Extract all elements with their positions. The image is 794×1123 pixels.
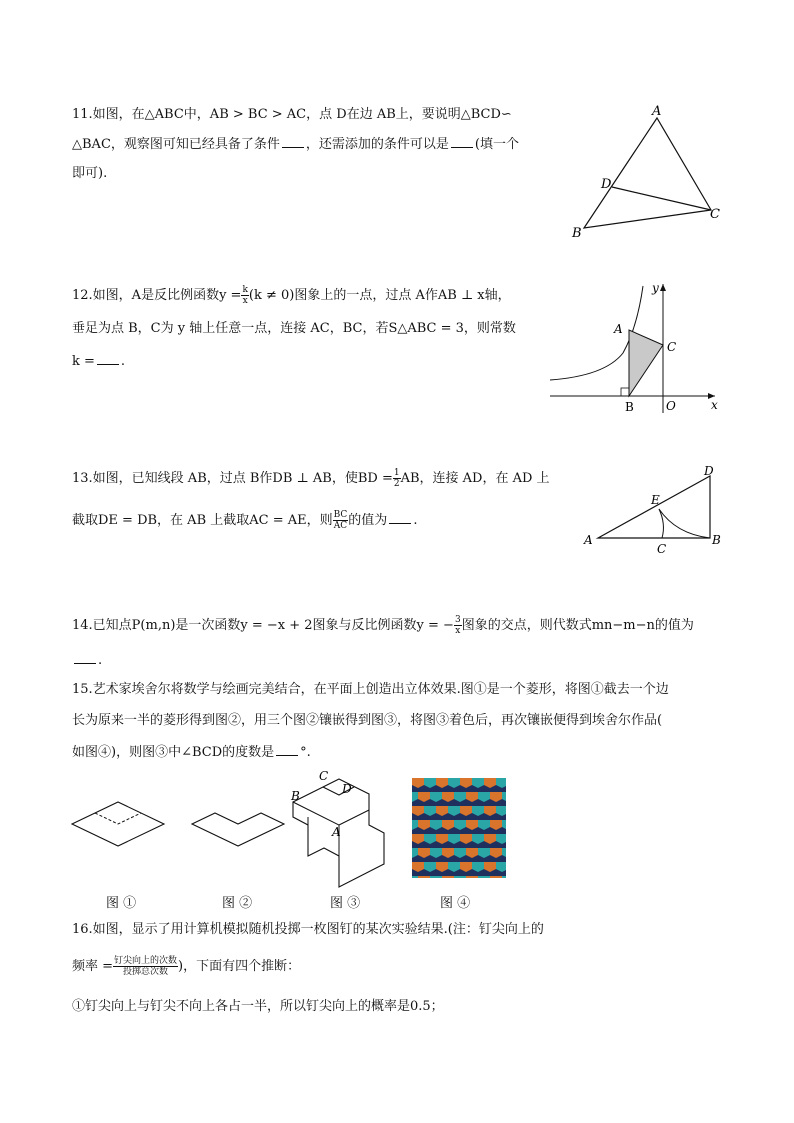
q16-line2a: 频率 = — [72, 959, 114, 974]
q16-line1: 16.如图，显示了用计算机模拟随机投掷一枚图钉的某次实验结果.(注：钉尖向上的 — [72, 922, 544, 937]
q11-line2c: (填一个 — [474, 137, 519, 152]
q15-line3b: °. — [300, 745, 311, 760]
q13-line2a: 截取DE = DB，在 AB 上截取AC = AE，则 — [72, 513, 333, 528]
q13-triangle-figure — [578, 462, 728, 562]
q11-line2b: ，还需添加的条件可以是 — [305, 137, 449, 152]
triangle-abc-shaded — [629, 330, 663, 396]
label-b: B — [291, 789, 300, 803]
label-d: D — [704, 464, 714, 478]
label-d: D — [601, 177, 612, 192]
fig2-chevron — [190, 798, 290, 858]
q14-line1 — [72, 615, 694, 636]
q15-line1: 15.艺术家埃舍尔将数学与绘画完美结合，在平面上创造出立体效果.图①是一个菱形，将图①截去一个边 — [72, 682, 669, 697]
q12-line1 — [72, 285, 511, 306]
answer-blank[interactable] — [276, 743, 298, 756]
label-b: B — [712, 533, 721, 547]
q11-line3: 即可). — [72, 166, 108, 181]
label-y: y — [652, 281, 659, 295]
q12-hyperbola-figure — [545, 278, 725, 418]
denominator: x — [242, 296, 248, 306]
inner-edge-right — [339, 810, 369, 825]
q13-line1a: 13.如图，已知线段 AB，过点 B作DB ⊥ AB，使BD = — [72, 471, 393, 486]
answer-blank[interactable] — [74, 651, 96, 664]
denominator: 2 — [393, 479, 400, 489]
q11-line2a: △BAC，观察图可知已经具备了条件 — [72, 137, 280, 152]
label-o: O — [666, 399, 676, 413]
label-a: A — [332, 825, 341, 839]
numerator: k — [242, 285, 248, 295]
q13-line2b: 的值为 — [348, 513, 388, 528]
denominator: x — [455, 626, 461, 636]
q14-line2 — [72, 651, 102, 670]
caption-fig4: 图 ④ — [440, 896, 471, 911]
q13-line2c: . — [413, 513, 418, 528]
label-c: C — [657, 542, 667, 556]
q12-line2: 垂足为点 B，C为 y 轴上任意一点，连接 AC，BC，若S△ABC = 3，则常数 — [72, 321, 516, 336]
label-e: E — [651, 493, 660, 507]
numerator: 钉尖向上的次数 — [114, 956, 178, 966]
label-c: C — [319, 769, 329, 783]
q12-line3 — [72, 352, 125, 371]
right-angle-mark — [621, 388, 629, 396]
answer-blank[interactable] — [282, 135, 304, 148]
caption-fig3: 图 ③ — [330, 896, 361, 911]
label-a: A — [652, 104, 662, 119]
fraction — [113, 956, 178, 977]
fraction — [241, 285, 248, 306]
q13-line1 — [72, 468, 550, 489]
q16-line3: ①钉尖向上与钉尖不向上各占一半，所以钉尖向上的概率是0.5； — [72, 999, 444, 1014]
q14-line1b: 图象的交点，则代数式mn−m−n的值为 — [461, 618, 694, 633]
label-x: x — [711, 398, 718, 412]
label-a: A — [614, 322, 623, 336]
fraction — [333, 510, 349, 531]
q11-line2 — [72, 135, 519, 154]
q11-line1: 11.如图，在△ABC中，AB > BC > AC，点 D在边 AB上，要说明△BCD∽ — [72, 107, 512, 122]
numerator: BC — [333, 510, 348, 520]
q16-line2b: )，下面有四个推断： — [178, 959, 301, 974]
y-axis-arrow — [660, 284, 666, 291]
label-c: C — [710, 207, 720, 222]
label-d: D — [342, 782, 352, 796]
q12-line3a: k = — [72, 354, 95, 369]
numerator: 1 — [393, 468, 400, 478]
answer-blank[interactable] — [97, 352, 119, 365]
answer-blank[interactable] — [389, 511, 411, 524]
q15-line3 — [72, 743, 311, 762]
answer-blank[interactable] — [451, 135, 473, 148]
caption-fig1: 图 ① — [106, 896, 137, 911]
q12-line1b: (k ≠ 0)图象上的一点，过点 A作AB ⊥ x轴， — [248, 288, 511, 303]
denominator: AC — [333, 521, 348, 531]
escher-artwork — [412, 778, 506, 878]
q15-line2: 长为原来一半的菱形得到图②，用三个图②镶嵌得到图③，将图③着色后，再次镶嵌便得到埃舍尔作品( — [72, 713, 663, 728]
label-b: B — [572, 226, 582, 241]
chevron-shape — [192, 813, 284, 846]
denominator: 投掷总次数 — [123, 967, 169, 977]
q12-line3b: . — [120, 354, 126, 369]
q14-line2-period: . — [98, 653, 103, 668]
q13-line1b: AB，连接 AD，在 AD 上 — [400, 471, 550, 486]
fraction — [454, 615, 462, 636]
fig4-escher-pattern — [412, 778, 506, 878]
segment-cd — [612, 187, 711, 210]
dashed-cut-line — [95, 813, 141, 824]
q16-line2 — [72, 956, 300, 977]
q15-line3a: 如图④)，则图③中∠BCD的度数是 — [72, 745, 275, 760]
label-a: A — [584, 533, 593, 547]
numerator: 3 — [454, 615, 461, 625]
arc-de — [659, 509, 710, 538]
fraction — [393, 468, 401, 489]
label-b: B — [625, 400, 634, 414]
q11-triangle-figure — [570, 100, 730, 245]
label-c: C — [667, 340, 677, 354]
caption-fig2: 图 ② — [222, 896, 253, 911]
q12-line1a: 12.如图，A是反比例函数y = — [72, 288, 242, 303]
fig1-rhombus — [70, 798, 170, 858]
triangle-abc — [584, 118, 711, 228]
q14-line1a: 14.已知点P(m,n)是一次函数y = −x + 2图象与反比例函数y = − — [72, 618, 454, 633]
fig3-tessellation — [285, 765, 395, 890]
q13-line2 — [72, 510, 417, 531]
triangle-abd — [598, 476, 710, 538]
